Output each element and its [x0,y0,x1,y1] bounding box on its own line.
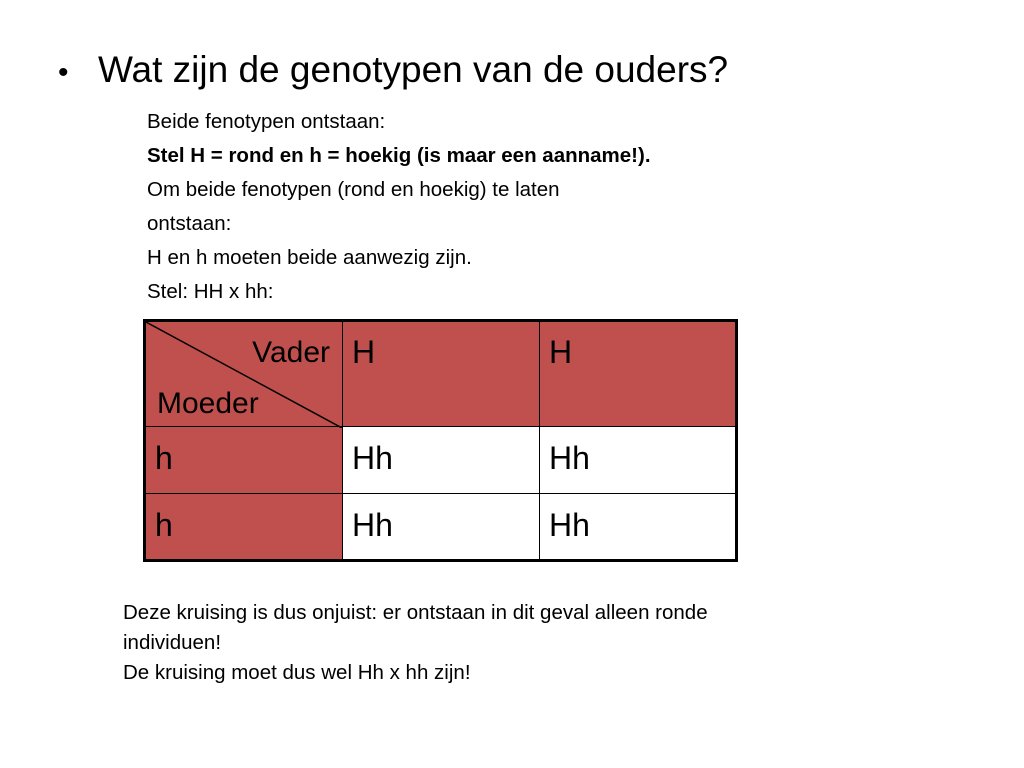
moeder-allele-cell: h [145,427,343,494]
intro-line: Om beide fenotypen (rond en hoekig) te laten [147,178,560,201]
intro-line: ontstaan: [147,212,232,235]
vader-allele-cell: H [343,321,540,427]
bullet-icon: • [58,56,69,89]
offspring-cell: Hh [540,427,737,494]
punnett-row [145,494,737,561]
offspring-cell: Hh [343,427,540,494]
slide-title-row [58,50,728,91]
assumption-line: Stel H = rond en h = hoekig (is maar een aanname!). [147,144,651,167]
punnett-row [145,427,737,494]
intro-line: H en h moeten beide aanwezig zijn. [147,246,472,269]
punnett-square [143,319,738,562]
punnett-corner-cell [145,321,343,427]
conclusion-line: Deze kruising is dus onjuist: er ontstaan in dit geval alleen ronde [123,601,708,624]
intro-text [147,105,747,309]
vader-allele-cell: H [540,321,737,427]
intro-line: Stel: HH x hh: [147,280,274,303]
intro-line: Beide fenotypen ontstaan: [147,110,386,133]
moeder-allele-cell: h [145,494,343,561]
conclusion-line: individuen! [123,631,222,654]
punnett-header-row [145,321,737,427]
offspring-cell: Hh [540,494,737,561]
offspring-cell: Hh [343,494,540,561]
vader-label: Vader [252,336,330,369]
moeder-label: Moeder [157,387,259,420]
conclusion-line: De kruising moet dus wel Hh x hh zijn! [123,661,471,684]
conclusion-text [123,598,843,688]
slide-title: Wat zijn de genotypen van de ouders? [98,49,729,90]
